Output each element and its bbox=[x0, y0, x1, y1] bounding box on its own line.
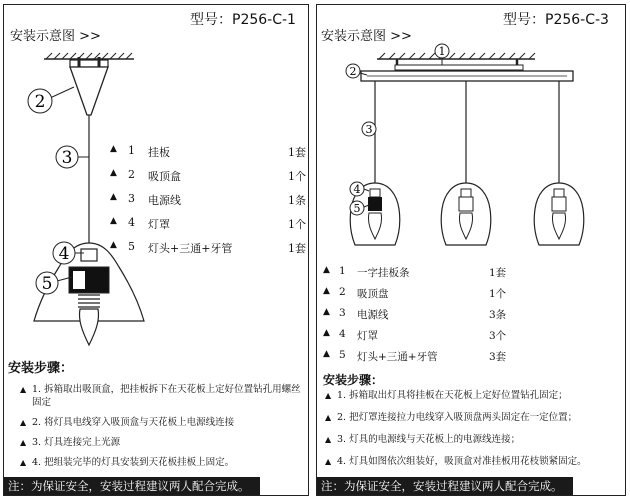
right-callout-label: 2 bbox=[349, 65, 357, 78]
left-model-number: 型号：P256-C-1 bbox=[190, 12, 296, 28]
legend-row: ▲ 4 灯罩 1个 bbox=[110, 216, 306, 231]
left-parts-legend bbox=[110, 144, 306, 264]
left-mounting-plate bbox=[70, 60, 108, 67]
triangle-icon: ▲ bbox=[323, 307, 330, 317]
legend-row: ▲ 3 电源线 1条 bbox=[110, 192, 306, 207]
left-connector bbox=[81, 249, 97, 261]
left-steps-list bbox=[20, 383, 302, 476]
triangle-icon: ▲ bbox=[323, 286, 330, 296]
left-callout-label: 4 bbox=[58, 244, 70, 264]
step-item: ▲ 1. 拆箱取出灯具将挂板在天花板上定好位置钻孔固定； bbox=[325, 390, 568, 401]
left-ceiling-hatch bbox=[46, 53, 132, 59]
triangle-icon: ▲ bbox=[20, 385, 27, 394]
left-callout-label: 2 bbox=[34, 92, 46, 112]
left-canopy bbox=[70, 67, 108, 115]
right-lamp-3 bbox=[534, 183, 584, 245]
triangle-icon: ▲ bbox=[110, 240, 117, 250]
triangle-icon: ▲ bbox=[110, 192, 117, 202]
right-diagram-title: 安装示意图 >> bbox=[321, 29, 412, 44]
right-steps-title: 安装步骤： bbox=[323, 373, 384, 387]
right-mounting-bar bbox=[395, 65, 523, 70]
triangle-icon: ▲ bbox=[20, 438, 27, 447]
right-safety-note: 注：为保证安全，安装过程建议两人配合完成。 bbox=[317, 477, 573, 495]
step-item: ▲ 1. 拆箱取出吸顶盒，把挂板拆下在天花板上定好位置钻孔用螺丝固定 bbox=[20, 384, 301, 408]
triangle-icon: ▲ bbox=[110, 168, 117, 178]
right-ceiling-hatch bbox=[379, 53, 535, 59]
right-callout-label: 5 bbox=[353, 202, 361, 215]
step-item: ▲ 3. 灯具的电源线与天花板上的电源线连接； bbox=[325, 434, 521, 445]
triangle-icon: ▲ bbox=[323, 349, 330, 359]
right-callout-3 bbox=[362, 122, 376, 136]
left-callout-label: 3 bbox=[61, 148, 73, 168]
step-item: ▲ 4. 灯具如图依次组装好，吸顶盒对准挂板用花枝锁紧固定。 bbox=[325, 456, 587, 467]
triangle-icon: ▲ bbox=[110, 216, 117, 226]
right-callout-label: 4 bbox=[353, 183, 361, 196]
legend-row: ▲ 2 吸顶盒 1个 bbox=[110, 168, 306, 183]
triangle-icon: ▲ bbox=[325, 391, 332, 400]
triangle-icon: ▲ bbox=[323, 265, 330, 275]
right-model-number: 型号：P256-C-3 bbox=[503, 12, 609, 28]
left-panel bbox=[3, 4, 309, 496]
right-callout-1 bbox=[435, 44, 449, 65]
legend-row: ▲ 1 挂板 1套 bbox=[110, 144, 306, 159]
legend-row: ▲ 4 灯罩 3个 bbox=[323, 328, 507, 342]
left-callout-label: 5 bbox=[41, 274, 53, 294]
triangle-icon: ▲ bbox=[110, 144, 117, 154]
right-panel bbox=[316, 4, 626, 496]
step-item: ▲ 4. 把组装完毕的灯具安装到天花板挂板上固定。 bbox=[20, 457, 235, 468]
legend-row: ▲ 2 吸顶盘 1个 bbox=[323, 286, 507, 300]
left-diagram-title: 安装示意图 >> bbox=[10, 29, 101, 44]
left-bulb bbox=[79, 309, 98, 345]
right-callout-label: 3 bbox=[365, 123, 373, 136]
triangle-icon: ▲ bbox=[20, 418, 27, 427]
triangle-icon: ▲ bbox=[325, 457, 332, 466]
left-callout-2 bbox=[28, 87, 74, 113]
triangle-icon: ▲ bbox=[325, 413, 332, 422]
left-steps-title: 安装步骤： bbox=[8, 361, 74, 376]
legend-row: ▲ 5 灯头+三通+牙管 3套 bbox=[323, 349, 507, 363]
left-callout-3 bbox=[56, 146, 89, 168]
right-lamp-2 bbox=[441, 183, 491, 245]
legend-row: ▲ 1 一字挂板条 1套 bbox=[323, 265, 507, 279]
right-pendant-diagram bbox=[317, 5, 627, 263]
triangle-icon: ▲ bbox=[323, 328, 330, 338]
right-callout-label: 1 bbox=[438, 45, 446, 58]
step-item: ▲ 3. 灯具连接完上光源 bbox=[20, 437, 121, 448]
right-parts-legend bbox=[323, 265, 523, 370]
step-item: ▲ 2. 把灯罩连接拉力电线穿入吸顶盘两头固定在一定位置； bbox=[325, 412, 578, 423]
right-steps-list bbox=[325, 389, 623, 477]
step-item: ▲ 2. 将灯具电线穿入吸顶盒与天花板上电源线连接 bbox=[20, 417, 235, 428]
triangle-icon: ▲ bbox=[325, 435, 332, 444]
legend-row: ▲ 5 灯头+三通+牙管 1套 bbox=[110, 240, 306, 255]
triangle-icon: ▲ bbox=[20, 458, 27, 467]
legend-row: ▲ 3 电源线 3条 bbox=[323, 307, 507, 321]
left-safety-note: 注：为保证安全，安装过程建议两人配合完成。 bbox=[4, 477, 260, 495]
